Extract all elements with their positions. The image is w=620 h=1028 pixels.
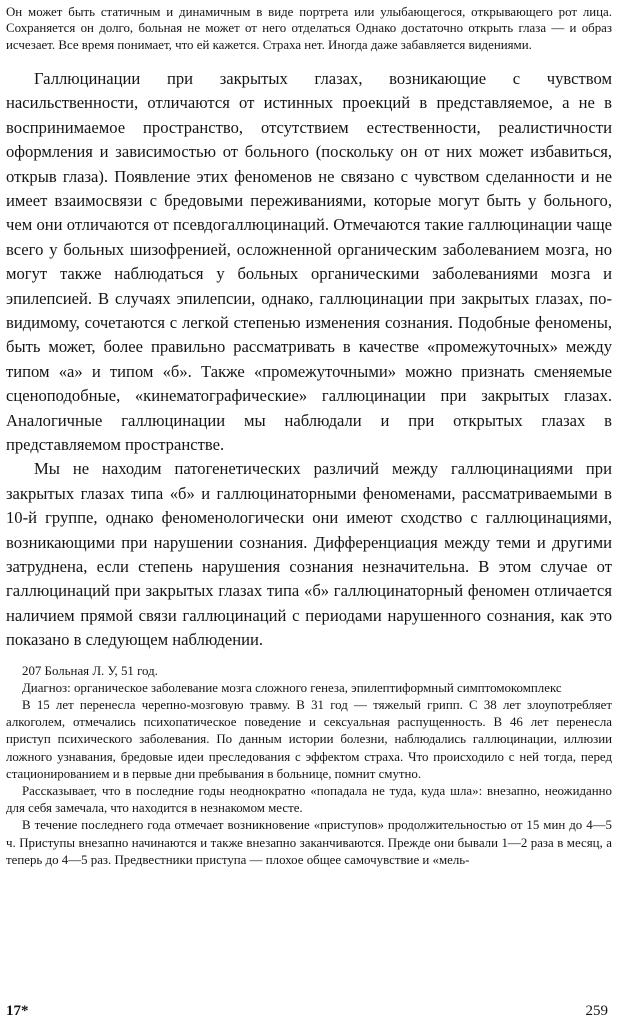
case-heading: 207 Больная Л. У, 51 год. [22, 663, 158, 678]
case-observation [6, 663, 612, 869]
continued-case-text [6, 4, 612, 53]
case-paragraph: В течение последнего года отмечает возникновение «приступов» продолжительностью от 15 мин до 4—5 ч. Приступы внезапно начинаются и также внезапно заканчиваются. Прежде они бывали 1—2 раза в месяц, а теперь до 4—5 раз. Предвестники приступа — плохое общее самочувствие и «мель- [6, 818, 612, 867]
signature-mark: 17* [6, 1003, 29, 1019]
case-paragraph: Рассказывает, что в последние годы неоднократно «попадала не туда, куда шла»: внезапно, неожиданно для себя замечала, что находится в незнакомом месте. [6, 784, 612, 816]
book-page [6, 4, 612, 1022]
case-diagnosis: Диагноз: органическое заболевание мозга сложного генеза, эпилептиформный симптомокомплекс [22, 680, 562, 695]
top-paragraph: Он может быть статичным и динамичным в виде портрета или улыбающегося, открывающего рот лица. Сохраняется он долго, больная не может от него отделаться Однако достаточно открыть глаза — и образ исчезает. Все время понимает, что ей кажется. Страха нет. Иногда даже забавляется видениями. [6, 5, 612, 52]
main-text [6, 67, 612, 653]
paragraph-hallucinations-closed-eyes: Галлюцинации при закрытых глазах, возникающие с чувством насильственности, отличаются от истинных проекций в представляемое, а не в воспринимаемое пространство, отсутствием естественности, реалистичности оформления и зависимостью от больного (поскольку он от них может избавиться, открыв глаза). Появление этих феноменов не связано с чувством сделанности и не имеет взаимосвязи с бредовыми переживаниями, которые могут быть у больного, чем они отличаются от псевдогаллюцинаций. Отмечаются такие галлюцинации чаще всего у больных шизофренией, осложненной органическим заболеванием мозга, но могут также наблюдаться у больных органическими заболеваниями мозга и эпилепсией. В случаях эпилепсии, однако, галлюцинации при закрытых глазах, по-видимому, сочетаются с легкой степенью изменения сознания. Подобные феномены, быть может, более правильно рассматривать в качестве «промежуточных» между типом «а» и типом «б». Также «промежуточными» можно признать сменяемые сценоподобные, «кинематографические» галлюцинации при закрытых глазах. Аналогичные галлюцинации мы наблюдали и при открытых глазах в представляемом пространстве. [6, 68, 612, 454]
page-footer [6, 1000, 612, 1022]
page-number: 259 [585, 1003, 608, 1019]
case-paragraph: В 15 лет перенесла черепно-мозговую травму. В 31 год — тяжелый грипп. С 38 лет злоупотребляет алкоголем, отмечались психопатическое поведение и сексуальная распущенность. В 46 лет перенесла приступ психического заболевания. По данным истории болезни, наблюдались галлюцинации, иллюзии ложного узнавания, бредовые идеи преследования с эффектом страха. Что происходило с ней тогда, перед стационированием и в первые дни пребывания в больнице, помнит смутно. [6, 698, 612, 781]
paragraph-pathogenetic-differences: Мы не находим патогенетических различий между галлюцинациями при закрытых глазах типа «б» и галлюцинаторными феноменами, рассматриваемыми в 10-й группе, однако феноменологически они имеют сходство с галлюцинациями, возникающими при нарушении сознания. Дифференциация между теми и другими затруднена, если степень нарушения сознания незначительна. В этом случае от галлюцинаций при закрытых глазах типа «б» галлюцинаторный феномен отличается наличием прямой связи галлюцинаций с периодами нарушенного сознания, как это показано в следующем наблюдении. [6, 459, 612, 650]
